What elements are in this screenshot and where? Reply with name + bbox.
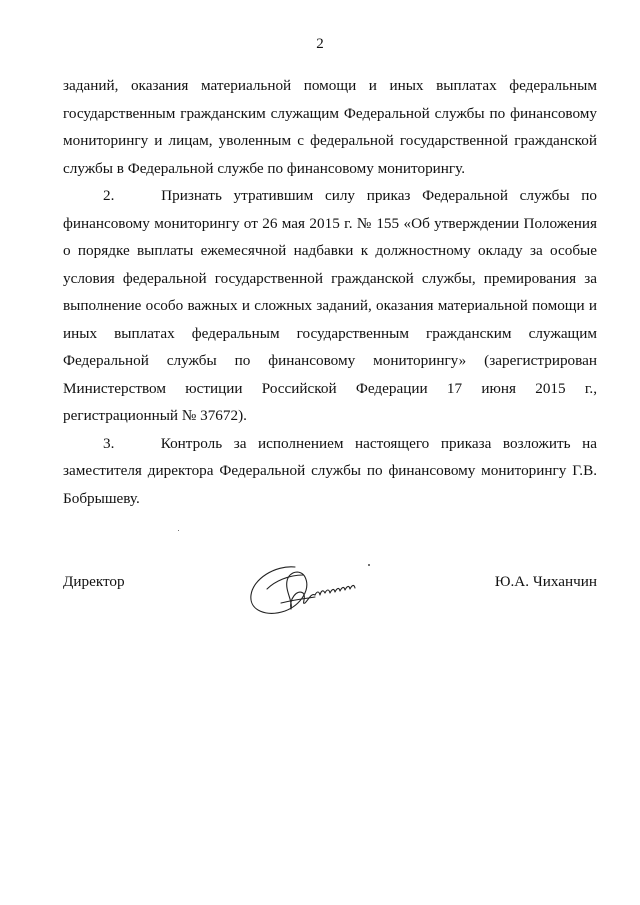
document-body: [63, 72, 597, 512]
scan-speck: [368, 564, 370, 566]
signatory-name: Ю.А. Чиханчин: [494, 573, 597, 590]
signatory-title: Директор: [63, 573, 125, 590]
paragraph-item-3: 3. Контроль за исполнением настоящего приказа возложить на заместителя директора Федеральной службы по финансовому мониторингу Г.В. Бобрышеву.: [63, 434, 597, 507]
page-number: 2: [316, 36, 324, 52]
signature-block: [63, 565, 597, 625]
paragraph-continuation: заданий, оказания материальной помощи и иных выплатах федеральным государственным гражданским служащим Федеральной службы по финансовому мониторингу и лицам, уволенным с федеральной государственной гражданской службы в Федеральной службе по финансовому мониторингу.: [63, 77, 597, 177]
paragraph-item-2: 2. Признать утратившим силу приказ Федеральной службы по финансовому мониторингу от 26 мая 2015 г. № 155 «Об утверждении Положения о порядке выплаты ежемесячной надбавки к должностному окладу за особые условия федеральной государственной гражданской службы, премирования за выполнение особо важных и сложных заданий, оказания материальной помощи и иных выплатах федеральным государственным гражданским служащим Федеральной службы по финансовому мониторингу» (зарегистрирован Министерством юстиции Российской Федерации 17 июня 2015 г., регистрационный № 37672).: [63, 187, 597, 424]
handwritten-signature: [245, 559, 375, 621]
scan-speck: [178, 530, 179, 531]
